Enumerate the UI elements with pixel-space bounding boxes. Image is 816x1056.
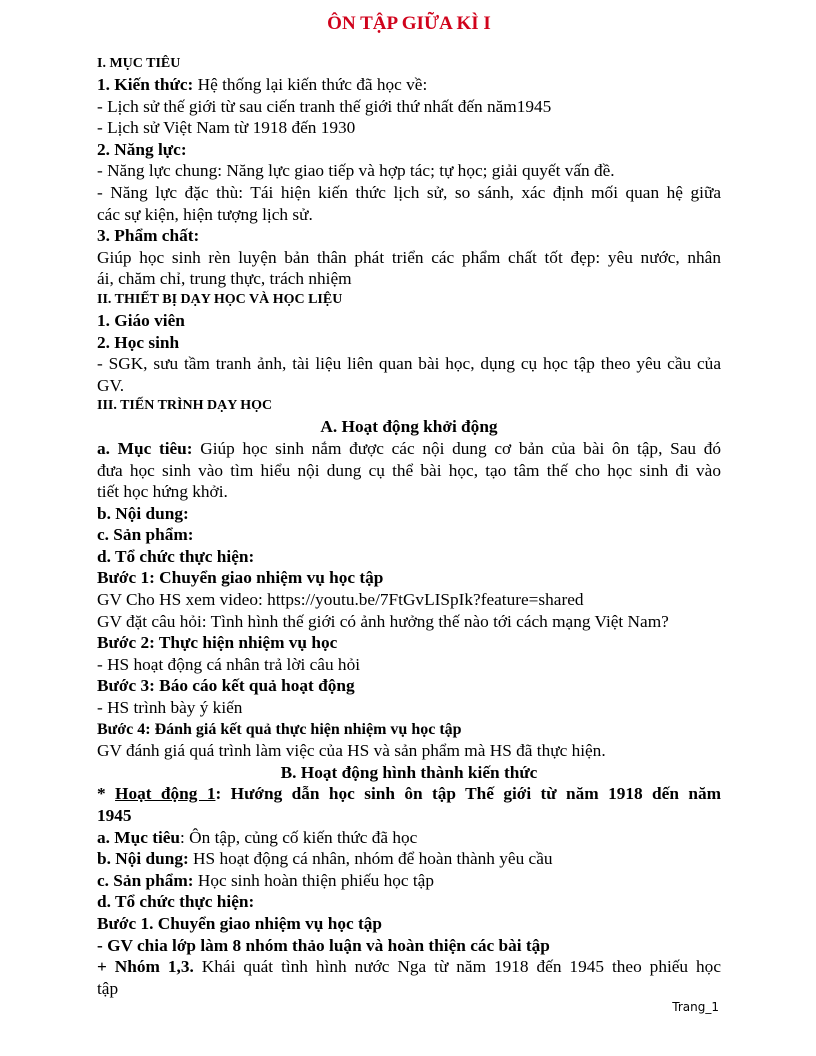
- step-3-line: - HS trình bày ý kiến: [97, 698, 243, 718]
- student-item-b: GV.: [97, 375, 125, 395]
- student-label: 2. Học sinh: [97, 332, 180, 352]
- activity-a-objective-c: tiết học hứng khởi.: [97, 482, 228, 502]
- activity-a-title: A. Hoạt động khởi động: [320, 417, 498, 437]
- activity-1-content: [97, 848, 721, 870]
- activity-1-product: [97, 870, 721, 892]
- document-page: [97, 12, 721, 999]
- activity-1-heading: [97, 783, 721, 805]
- knowledge-label: 1. Kiến thức:: [97, 75, 194, 94]
- knowledge-line: [97, 74, 721, 96]
- activity-1-label: Hoạt động 1: [115, 784, 216, 804]
- activity-1-step-1: Bước 1. Chuyển giao nhiệm vụ học tập: [97, 913, 382, 933]
- activity-1-star: *: [97, 784, 116, 804]
- competency-item-1: - Năng lực chung: Năng lực giao tiếp và hợp tác; tự học; giải quyết vấn đề.: [97, 161, 615, 181]
- activity-1-text: : Hướng dẫn học sinh ôn tập Thế giới từ năm 1918 dến năm: [215, 784, 721, 804]
- step-3-heading: Bước 3: Báo cáo kết quả hoạt động: [97, 676, 355, 696]
- activity-1-product-label: c. Sản phẩm:: [97, 870, 194, 890]
- activity-1-heading-cont: 1945: [97, 806, 132, 825]
- activity-1-objective-text: : Ôn tập, củng cố kiến thức đã học: [180, 827, 418, 847]
- page-footer: Trang_1: [672, 1000, 719, 1014]
- quality-item-a: Giúp học sinh rèn luyện bản thân phát triển các phẩm chất tốt đẹp: yêu nước, nhân: [97, 247, 721, 267]
- step-2-heading: Bước 2: Thực hiện nhiệm vụ học: [97, 633, 338, 653]
- activity-1-content-label: b. Nội dung:: [97, 849, 189, 869]
- quality-label: 3. Phẩm chất:: [97, 226, 200, 246]
- group-1-3-line-b: tập: [97, 978, 119, 998]
- document-title: ÔN TẬP GIỮA KÌ I: [327, 13, 491, 34]
- knowledge-text: Hệ thống lại kiến thức đã học về:: [193, 75, 428, 94]
- section-heading-objectives: I. MỤC TIÊU: [97, 56, 181, 71]
- section-heading-process: III. TIẾN TRÌNH DẠY HỌC: [97, 398, 273, 414]
- activity-a-organization: d. Tổ chức thực hiện:: [97, 546, 255, 566]
- activity-1-organization: d. Tổ chức thực hiện:: [97, 892, 255, 912]
- step-1-question-line: GV đặt câu hỏi: Tình hình thế giới có ảnh hưởng thế nào tới cách mạng Việt Nam?: [97, 611, 669, 631]
- step-2-line: - HS hoạt động cá nhân trả lời câu hỏi: [97, 654, 361, 674]
- step-1-heading: Bước 1: Chuyển giao nhiệm vụ học tập: [97, 568, 384, 588]
- activity-1-content-text: HS hoạt động cá nhân, nhóm để hoàn thành yêu cầu: [188, 849, 553, 869]
- objective-text: Giúp học sinh nắm được các nội dung cơ bản của bài ôn tập, Sau đó: [192, 438, 721, 458]
- group-1-3-line-a: [97, 956, 721, 978]
- activity-1-product-text: Học sinh hoàn thiện phiếu học tập: [193, 870, 434, 890]
- activity-a-objective-b: đưa học sinh vào tìm hiểu nội dung cụ thể bài học, tạo tâm thế cho học sinh đi vào: [97, 460, 721, 480]
- section-heading-equipment: II. THIẾT BỊ DẠY HỌC VÀ HỌC LIỆU: [97, 291, 343, 307]
- activity-1-objective: [97, 827, 721, 849]
- step-4-heading: Bước 4: Đánh giá kết quả thực hiện nhiệm vụ học tập: [97, 720, 462, 738]
- student-item-a: - SGK, sưu tầm tranh ảnh, tài liệu liên quan bài học, dụng cụ học tập theo yêu cầu của: [97, 354, 721, 374]
- group-1-3-text: Khái quát tình hình nước Nga từ năm 1918 đến 1945 theo phiếu học: [193, 957, 721, 977]
- competency-item-2b: các sự kiện, hiện tượng lịch sử.: [97, 204, 313, 224]
- competency-label: 2. Năng lực:: [97, 139, 187, 159]
- teacher-label: 1. Giáo viên: [97, 310, 185, 330]
- activity-1-groups: - GV chia lớp làm 8 nhóm thảo luận và hoàn thiện các bài tập: [97, 935, 550, 955]
- quality-item-b: ái, chăm chỉ, trung thực, trách nhiệm: [97, 269, 352, 289]
- objective-label: a. Mục tiêu:: [97, 438, 193, 458]
- knowledge-item-1: - Lịch sử thế giới từ sau ciến tranh thế giới thứ nhất đến năm1945: [97, 96, 552, 116]
- knowledge-item-2: - Lịch sử Việt Nam từ 1918 đến 1930: [97, 118, 356, 138]
- step-1-video-line: GV Cho HS xem video: https://youtu.be/7FtGvLISpIk?feature=shared: [97, 590, 584, 610]
- activity-a-objective-a: [97, 438, 721, 460]
- competency-item-2a: - Năng lực đặc thù: Tái hiện kiến thức lịch sử, so sánh, xác định mối quan hệ giữa: [97, 182, 721, 202]
- activity-b-title: B. Hoạt động hình thành kiến thức: [280, 762, 538, 782]
- group-1-3-label: + Nhóm 1,3.: [97, 957, 194, 977]
- activity-a-content: b. Nội dung:: [97, 503, 189, 523]
- activity-1-objective-label: a. Mục tiêu: [97, 827, 181, 847]
- activity-a-product: c. Sản phẩm:: [97, 525, 194, 545]
- step-4-line: GV đánh giá quá trình làm việc của HS và sản phẩm mà HS đã thực hiện.: [97, 741, 606, 761]
